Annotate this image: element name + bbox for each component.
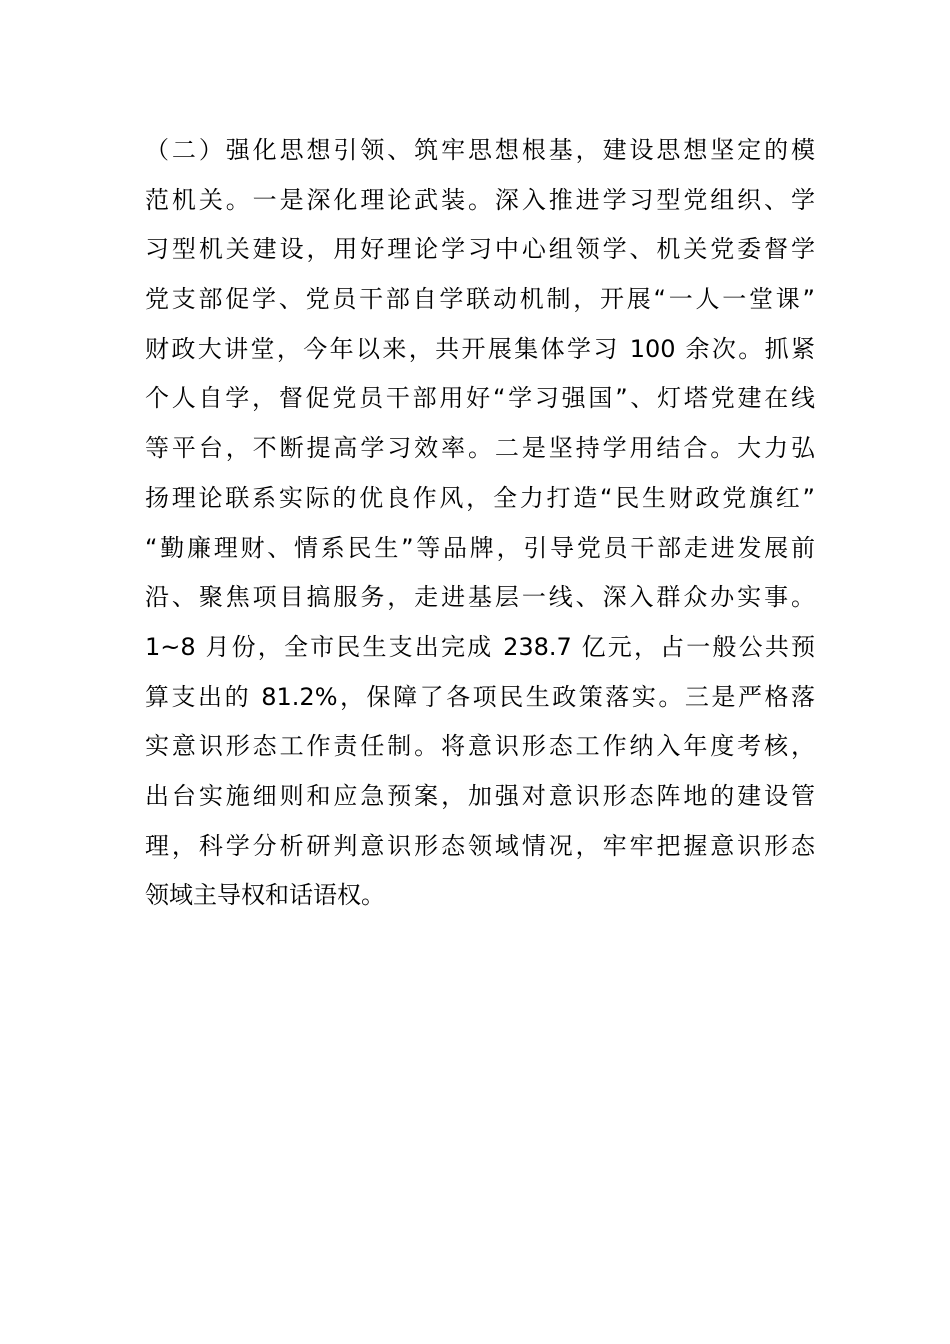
- paragraph-line: （二）强化思想引领、筑牢思想根基，建设思想坚定的模: [145, 136, 815, 164]
- paragraph-line: 沿、聚焦项目搞服务，走进基层一线、深入群众办实事。: [145, 583, 815, 612]
- paragraph-line: 财政大讲堂，今年以来，共开展集体学习 100 余次。抓紧: [145, 334, 815, 363]
- paragraph-line: 习型机关建设，用好理论学习中心组领学、机关党委督学: [145, 235, 815, 264]
- paragraph-line: 扬理论联系实际的优良作风，全力打造“民生财政党旗红”: [145, 483, 815, 512]
- paragraph-line: 个人自学，督促党员干部用好“学习强国”、灯塔党建在线: [145, 384, 815, 413]
- body-paragraph: [145, 126, 815, 921]
- paragraph-line: 理，科学分析研判意识形态领域情况，牢牢把握意识形态: [145, 831, 815, 860]
- paragraph-line: 领域主导权和话语权。: [145, 881, 385, 910]
- paragraph-line: 算支出的 81.2%，保障了各项民生政策落实。三是严格落: [145, 682, 815, 711]
- paragraph-line: 范机关。一是深化理论武装。深入推进学习型党组织、学: [145, 185, 815, 214]
- paragraph-line: “勤廉理财、情系民生”等品牌，引导党员干部走进发展前: [145, 533, 815, 562]
- paragraph-line: 出台实施细则和应急预案，加强对意识形态阵地的建设管: [145, 781, 815, 810]
- paragraph-line: 实意识形态工作责任制。将意识形态工作纳入年度考核，: [145, 732, 815, 761]
- paragraph-line: 党支部促学、党员干部自学联动机制，开展“一人一堂课”: [145, 285, 815, 314]
- paragraph-line: 等平台，不断提高学习效率。二是坚持学用结合。大力弘: [145, 434, 815, 463]
- paragraph-line: 1~8 月份，全市民生支出完成 238.7 亿元，占一般公共预: [145, 632, 815, 661]
